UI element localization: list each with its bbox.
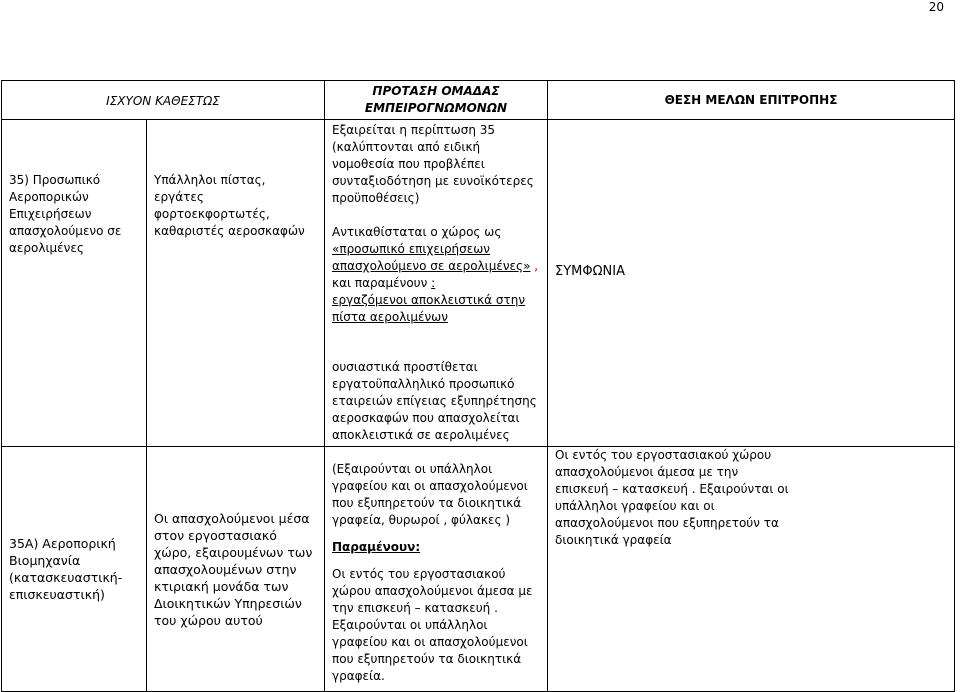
row1-proposal-workers: εργαζόμενοι αποκλειστικά στην πίστα αερολιμένων bbox=[332, 293, 526, 324]
row1-proposal-replacement: Αντικαθίσταται ο χώρος ως «προσωπικό επιχειρήσεων απασχολούμενο σε αερολιμένες» , bbox=[332, 225, 539, 273]
row1-current-status: Υπάλληλοι πίστας, εργάτες φορτοεκφορτωτές, καθαριστές αεροσκαφών bbox=[147, 120, 325, 447]
proposal-title-line2: ΕΜΠΕΙΡΟΓΝΩΜΟΝΩΝ bbox=[364, 101, 508, 115]
row1-committee bbox=[548, 120, 955, 447]
row2-committee-text: Οι εντός του εργοστασιακού χώρου απασχολούμενοι άμεσα με την επισκευή – κατασκευή . Εξαιρούνται οι υπάλληλοι γραφείου και οι απασχολούμενοι που εξυπηρετούν τα διοικητικά γραφεία bbox=[555, 448, 789, 547]
agreement-text: ΣΥΜΦΩΝΙΑ bbox=[555, 264, 625, 279]
row1-proposal-exception: Εξαιρείται η περίπτωση 35 (καλύπτονται από ειδική νομοθεσία που προβλέπει συνταξιοδότηση με ευνοϊκότερες προϋποθέσεις) bbox=[332, 123, 534, 205]
proposal-title-line1: ΠΡΟΤΑΣΗ ΟΜΑΔΑΣ bbox=[372, 84, 500, 98]
row2-current-status: Οι απασχολούμενοι μέσα στον εργοστασιακό χώρο, εξαιρουμένων των απασχολουμένων στην κτιριακή μονάδα των Διοικητικών Υπηρεσιών του χώρου αυτού bbox=[147, 447, 325, 692]
current-status-title: ΙΣΧΥΟΝ ΚΑΘΕΣΤΩΣ bbox=[106, 93, 220, 108]
row2-committee bbox=[548, 447, 955, 692]
committee-header bbox=[548, 81, 955, 120]
row2-proposal bbox=[325, 447, 548, 692]
row1-proposal-remain: και παραμένουν : bbox=[332, 276, 436, 290]
row1-proposal bbox=[325, 120, 548, 447]
row2-category: 35Α) Αεροπορική Βιομηχανία (κατασκευαστική-επισκευαστική) bbox=[2, 447, 147, 692]
row2-proposal-details: Οι εντός του εργοστασιακού χώρου απασχολούμενοι άμεσα με την επισκευή – κατασκευή . Εξαιρούνται οι υπάλληλοι γραφείου και οι απασχολούμενοι που εξυπηρετούν τα διοικητικά γραφεία. bbox=[332, 567, 533, 683]
row1-category: 35) Προσωπικό Αεροπορικών Επιχειρήσεων απασχολούμενο σε αερολιμένες bbox=[2, 120, 147, 447]
comparison-table bbox=[1, 80, 955, 692]
current-status-header bbox=[2, 81, 325, 120]
page-number: 20 bbox=[928, 0, 944, 14]
row2-proposal-exception: (Εξαιρούνται οι υπάλληλοι γραφείου και οι απασχολούμενοι που εξυπηρετούν τα διοικητικά γραφεία, θυρωροί , φύλακες ) bbox=[332, 462, 528, 527]
table-row bbox=[2, 120, 955, 447]
row2-proposal-remain-label: Παραμένουν: bbox=[332, 540, 421, 554]
header-row bbox=[2, 81, 955, 120]
table-row bbox=[2, 447, 955, 692]
row1-proposal-note: ουσιαστικά προστίθεται εργατοϋπαλληλικό προσωπικό εταιρειών επίγειας εξυπηρέτησης αεροσκαφών που απασχολείται αποκλειστικά σε αερολιμένες bbox=[332, 360, 537, 442]
committee-title: ΘΕΣΗ ΜΕΛΩΝ ΕΠΙΤΡΟΠΗΣ bbox=[664, 92, 838, 107]
proposal-header bbox=[325, 81, 548, 120]
